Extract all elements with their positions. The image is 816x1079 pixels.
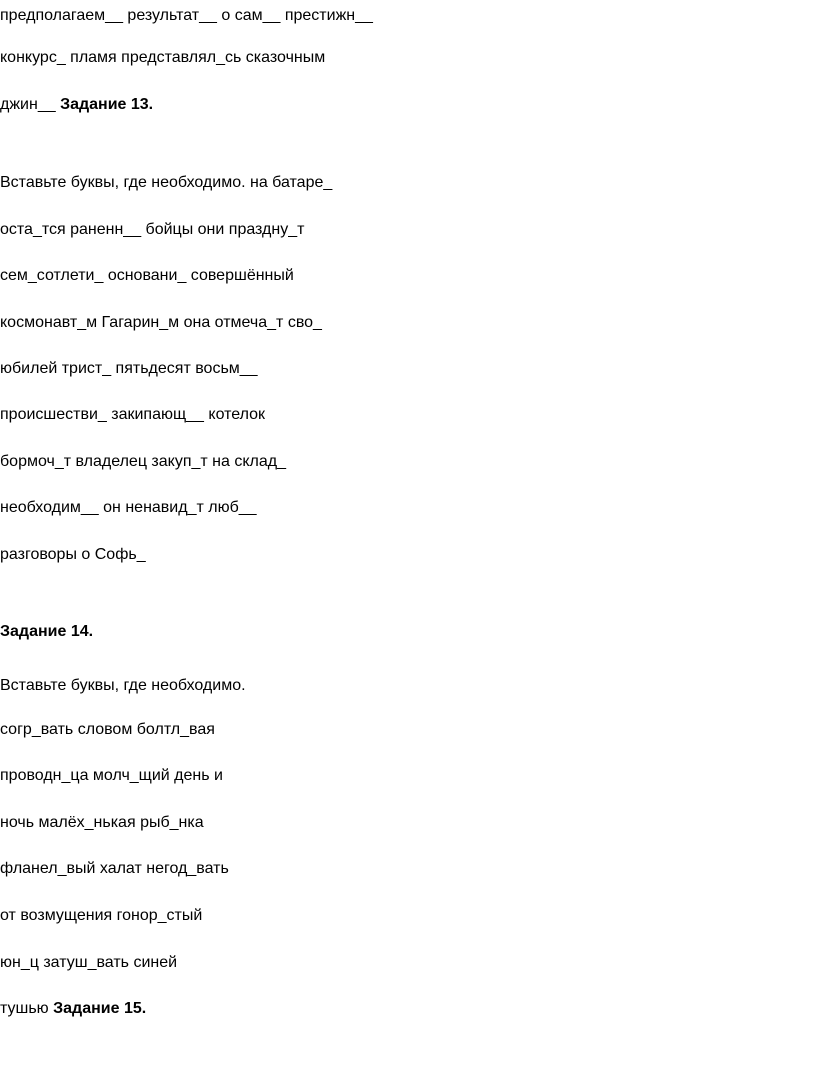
task-13-heading: Задание 13.: [60, 96, 154, 113]
text-line: проводн_ца молч_щий день и: [0, 767, 223, 784]
task-14-instruction: Вставьте буквы, где необходимо.: [0, 677, 246, 694]
text-line: разговоры о Софь_: [0, 546, 146, 563]
task-14-heading: Задание 14.: [0, 623, 94, 640]
text-line: происшестви_ закипающ__ котелок: [0, 406, 266, 423]
text-line: согр_вать словом болтл_вая: [0, 721, 215, 738]
text-fragment: тушью: [0, 1000, 54, 1017]
text-line: [0, 95, 153, 115]
text-line: космонавт_м Гагарин_м она отмеча_т сво_: [0, 314, 322, 331]
text-line: необходим__ он ненавид_т люб__: [0, 499, 257, 516]
text-line: предполагаем__ результат__ о сам__ престижн__: [0, 7, 373, 24]
text-line: от возмущения гонор_стый: [0, 907, 203, 924]
text-line: ночь малёх_нькая рыб_нка: [0, 814, 204, 831]
text-line: бормоч_т владелец закуп_т на склад_: [0, 453, 287, 470]
text-line: оста_тся раненн__ бойцы они праздну_т: [0, 221, 305, 238]
text-line: сем_сотлети_ основани_ совершённый: [0, 267, 294, 284]
text-line: фланел_вый халат негод_вать: [0, 860, 229, 877]
task-15-heading: Задание 15.: [53, 1000, 147, 1017]
text-line: юбилей трист_ пятьдесят восьм__: [0, 360, 258, 377]
text-line: конкурс_ пламя представлял_сь сказочным: [0, 49, 326, 66]
text-fragment: джин__: [0, 96, 61, 113]
text-line: юн_ц затуш_вать синей: [0, 954, 178, 971]
text-line: [0, 999, 146, 1019]
task-13-instruction: Вставьте буквы, где необходимо. на батаре_: [0, 174, 333, 191]
